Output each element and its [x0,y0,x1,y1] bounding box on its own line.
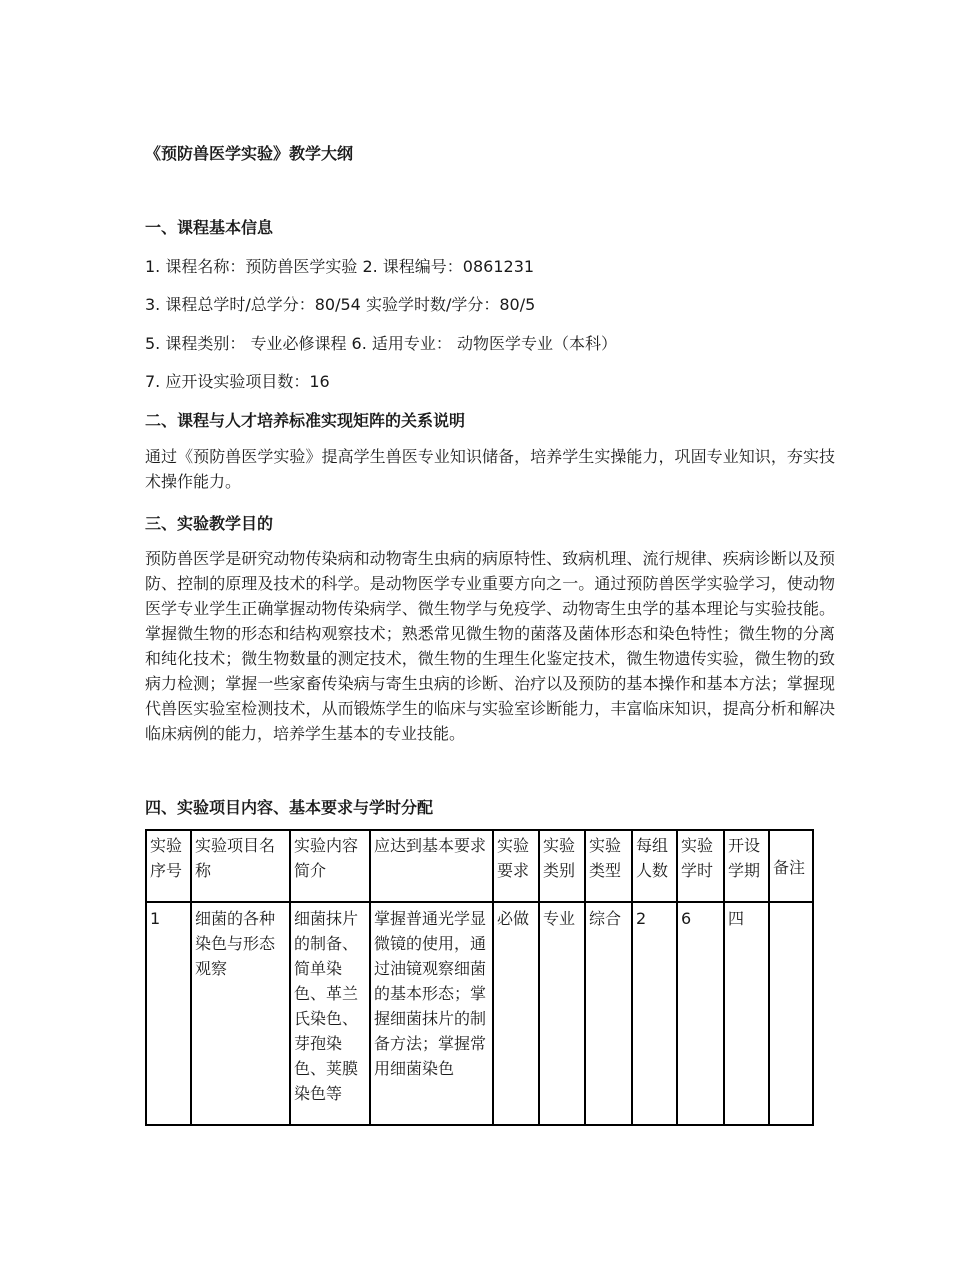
cell-name: 细菌的各种染色与形态观察 [191,902,290,1125]
header-group-size: 每组人数 [632,830,677,902]
header-category: 实验类别 [539,830,585,902]
cell-content: 细菌抹片的制备、简单染色、革兰氏染色、芽孢染色、荚膜染色等 [290,902,370,1125]
experiment-table [145,829,814,1126]
cell-requirement: 掌握普通光学显微镜的使用，通过油镜观察细菌的基本形态；掌握细菌抹片的制备方法；掌握常用细菌染色 [370,902,493,1125]
section2-heading: 二、课程与人才培养标准实现矩阵的关系说明 [145,411,466,430]
section3-heading: 三、实验教学目的 [145,514,274,533]
cell-type: 综合 [585,902,632,1125]
cell-demand: 必做 [493,902,539,1125]
section4-heading: 四、实验项目内容、基本要求与学时分配 [145,798,434,817]
header-requirement: 应达到基本要求 [370,830,493,902]
course-name-line: 1. 课程名称：预防兽医学实验 2. 课程编号：0861231 [145,257,535,276]
header-note: 备注 [769,830,813,902]
project-count-line: 7. 应开设实验项目数：16 [145,372,330,391]
section2-paragraph: 通过《预防兽医学实验》提高学生兽医专业知识储备，培养学生实操能力，巩固专业知识，夯实技术操作能力。 [145,447,835,491]
course-category-line: 5. 课程类别： 专业必修课程 6. 适用专业： 动物医学专业（本科） [145,334,617,353]
cell-no: 1 [146,902,191,1125]
header-type: 实验类型 [585,830,632,902]
cell-note [769,902,813,1125]
cell-category: 专业 [539,902,585,1125]
header-name: 实验项目名称 [191,830,290,902]
section1-heading: 一、课程基本信息 [145,218,274,237]
header-no: 实验序号 [146,830,191,902]
section3-paragraph: 预防兽医学是研究动物传染病和动物寄生虫病的病原特性、致病机理、流行规律、疾病诊断以及预防、控制的原理及技术的科学。是动物医学专业重要方向之一。通过预防兽医学实验学习，使动物医学专业学生正确掌握动物传染病学、微生物学与免疫学、动物寄生虫学的基本理论与实验技能。掌握微生物的形态和结构观察技术；熟悉常见微生物的菌落及菌体形态和染色特性；微生物的分离和纯化技术；微生物数量的测定技术，微生物的生理生化鉴定技术，微生物遗传实验，微生物的致病力检测；掌握一些家畜传染病与寄生虫病的诊断、治疗以及预防的基本操作和基本方法；掌握现代兽医实验室检测技术，从而锻炼学生的临床与实验室诊断能力，丰富临床知识，提高分析和解决临床病例的能力，培养学生基本的专业技能。 [145,549,835,743]
course-hours-line: 3. 课程总学时/总学分：80/54 实验学时数/学分：80/5 [145,295,536,314]
cell-group-size: 2 [632,902,677,1125]
header-demand: 实验要求 [493,830,539,902]
document-title: 《预防兽医学实验》教学大纲 [145,144,354,163]
table-row [146,902,813,1125]
header-content: 实验内容简介 [290,830,370,902]
cell-term: 四 [724,902,769,1125]
cell-hours: 6 [677,902,724,1125]
header-hours: 实验学时 [677,830,724,902]
table-header-row [146,830,813,902]
header-term: 开设学期 [724,830,769,902]
